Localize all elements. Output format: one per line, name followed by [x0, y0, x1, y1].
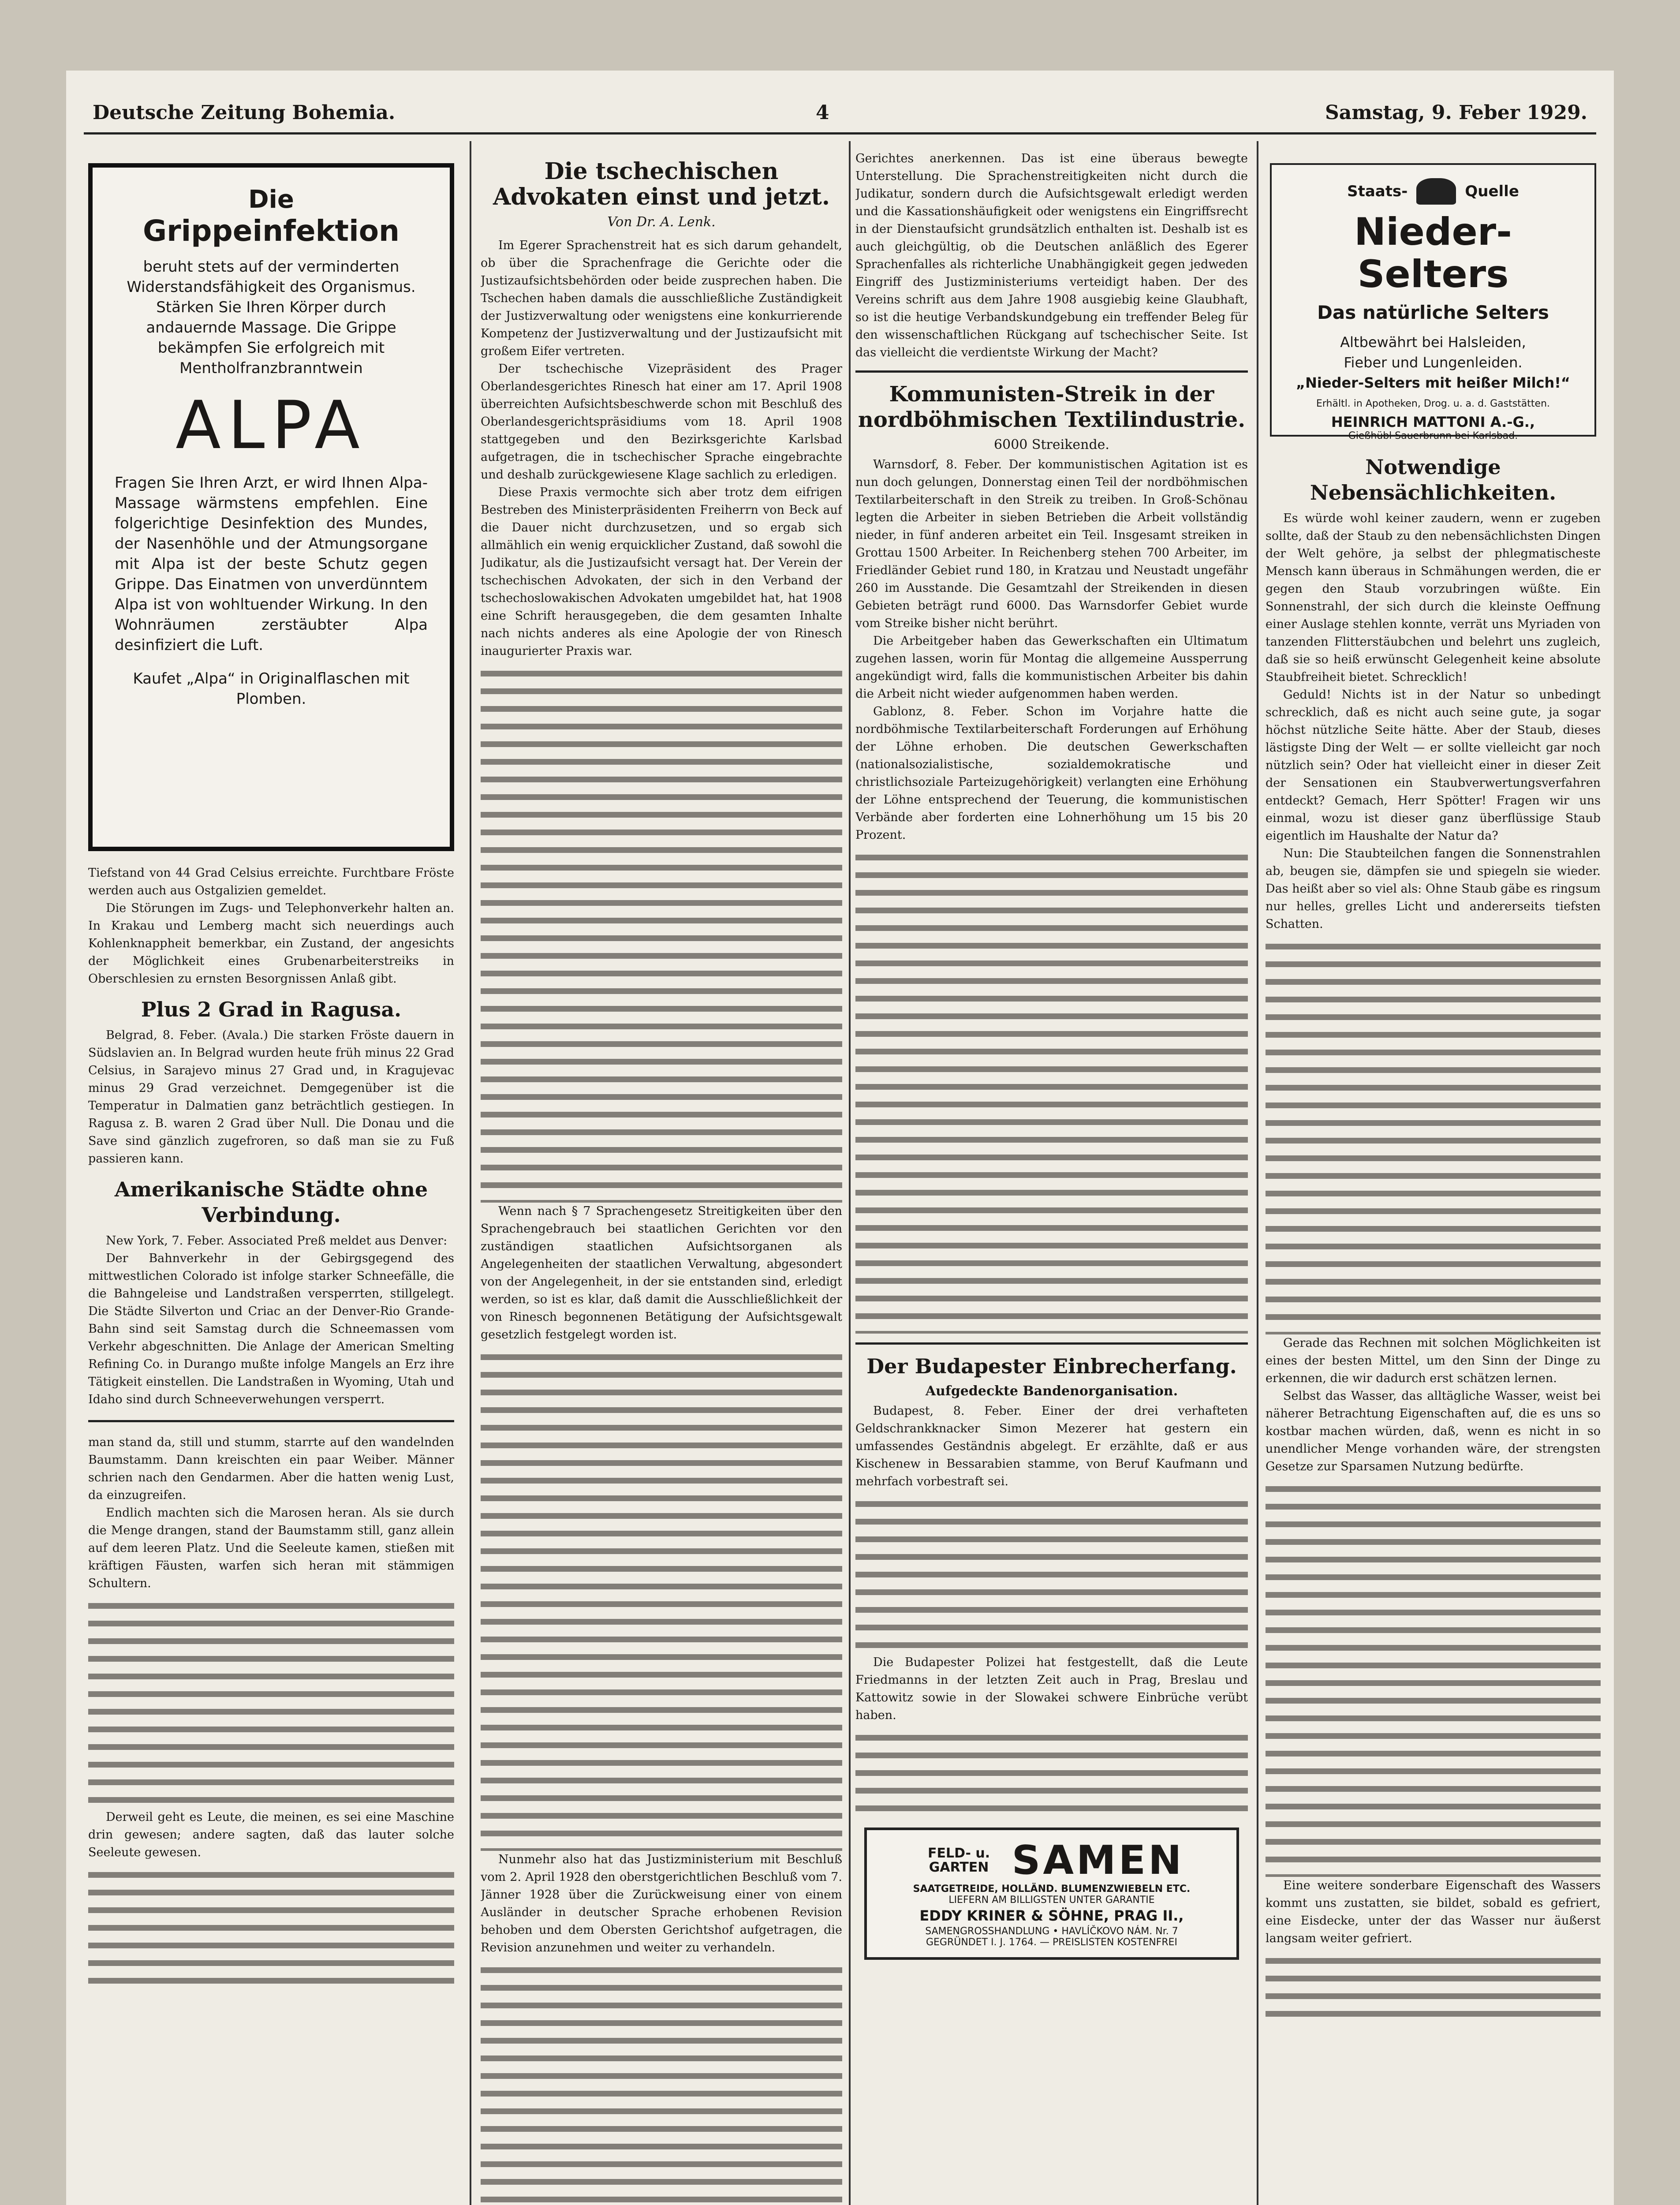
- trivialities-paragraph-6: Eine weitere sonderbare Eigenschaft des Wassers kommt uns zustatten, sie bildet, sobald es gefriert, eine Eisdecke, unter der das Wasser nur äußerst langsam weiter gefriert.: [1266, 1879, 1601, 1945]
- ad-line-die: Die: [248, 185, 294, 214]
- eagle-emblem-icon: [1416, 178, 1456, 205]
- newspaper-page: [66, 71, 1614, 2205]
- col1-separator: [88, 1420, 454, 1422]
- headline-advocates: Die tschechischen Advokaten einst und jetzt.: [493, 158, 830, 210]
- column-2: [481, 146, 842, 2205]
- advocates-paragraph-2: Der tschechische Vizepräsident des Prager Oberlandesgerichtes Rinesch hat einer am 17. April 1908 überreichten Aufsichtsbeschwerde schon mit Beschluß des Oberlandesgerichtspräsidiums vom 18. April 1908 stattgegeben und den Bezirksgerichte Karlsbad aufgetragen, die in tschechischer Sprache eingebrachte und deshalb zurückgewiesene Klage sachlich zu erledigen.: [481, 362, 842, 482]
- headline-budapest-burglars: Der Budapester Einbrecherfang.: [866, 1354, 1237, 1378]
- samen-ad-top-left: FELD- u. GARTEN: [927, 1845, 990, 1875]
- textile-strike-subhead: 6000 Streikende.: [994, 437, 1109, 452]
- column-divider-1: [470, 141, 471, 2205]
- page-number: 4: [816, 101, 829, 124]
- selters-tagline: Das natürliche Selters: [1317, 302, 1549, 323]
- samen-ad-line-1: SAATGETREIDE, HOLLÄND. BLUMENZWIEBELN ETC.: [913, 1884, 1191, 1895]
- budapest-illegible-text-2: [855, 1729, 1248, 1817]
- selters-top-right: Quelle: [1465, 183, 1519, 200]
- article-ragusa-text: Belgrad, 8. Feber. (Avala.) Die starken Fröste dauern in Südslavien an. In Belgrad wurden heute früh minus 22 Grad Celsius, in Sarajevo minus 27 Grad und, in Kragujevac minus 29 Grad verzeichnet. Demgegenüber ist die Temperatur in Dalmatien ganz beträchtlich gestiegen. In Ragusa z. B. waren 2 Grad über Null. Die Donau und die Save sind gänzlich zugefroren, so daß man sie zu Fuß passieren kann.: [88, 1028, 454, 1166]
- trivialities-paragraph-2: Geduld! Nichts ist in der Natur so unbedingt schrecklich, daß es nicht auch seine gute, ja sogar höchst nützliche Seite hätte. Aber der Staub, dieses lästigste Ding der Welt — er sollte vielleicht gar noch nützlich sein? Oder hat vielleicht einer in dieser Zeit der Sensationen ein Staubverwertungsverfahren entdeckt? Gemach, Herr Spötter! Fragen wir uns einmal, wozu ist dieser ganz überflüssige Staub eigentlich im Haushalte der Natur da?: [1266, 688, 1601, 843]
- header-rule: [84, 132, 1596, 135]
- col1-intro: Tiefstand von 44 Grad Celsius erreichte. Furchtbare Fröste werden auch aus Ostgalizien gemeldet.: [88, 866, 454, 897]
- samen-ad-line-2: LIEFERN AM BILLIGSTEN UNTER GARANTIE: [948, 1895, 1155, 1906]
- alpa-advertisement: [88, 163, 454, 851]
- advocates-paragraph-3: Diese Praxis vermochte sich aber trotz dem eifrigen Bestreben des Ministerpräsidenten Freiherrn von Beck auf die Dauer nicht durchzusetzen, und so ergab sich allmählich ein wenig erquicklicher Zustand, daß sowohl die Judikatur, als die Justizaufsicht versagt hat. Der Verein der tschechischen Advokaten, der sich in den Verband der tschechoslowakischen Advokaten umgebildet hat, hat 1908 eine Schrift herausgegeben, die dem gesamten Inhalte nach nichts anderes als eine Apologie der von Rinesch inaugurierter Praxis war.: [481, 486, 842, 658]
- selters-line-4: Erhältl. in Apotheken, Drog. u. a. d. Gaststätten.: [1316, 398, 1550, 409]
- col1-illegible-text-2: [88, 1866, 454, 1989]
- column-3: [855, 146, 1248, 2205]
- selters-line-2: Fieber und Lungenleiden.: [1344, 354, 1523, 371]
- newspaper-name: Deutsche Zeitung Bohemia.: [93, 101, 396, 124]
- textile-strike-paragraph-3: Gablonz, 8. Feber. Schon im Vorjahre hatte die nordböhmische Textilarbeiterschaft Forderungen auf Erhöhung der Löhne erhoben. Die deutschen Gewerkschaften (nationalsozialistische, sozialdemokratische und christlichsoziale Parteizugehörigkeit) verlangten eine Erhöhung der Löhne entsprechend der Teuerung, die kommunistischen Verbände aber forderten eine Lohnerhöhung um 15 bis 20 Prozent.: [855, 705, 1248, 842]
- headline-textile-strike: Kommunisten-Streik in der nordböhmischen Textilindustrie.: [858, 382, 1246, 432]
- selters-brand: Nieder-Selters: [1354, 210, 1512, 296]
- ad-closing: Kaufet „Alpa“ in Originalflaschen mit Plomben.: [133, 670, 410, 708]
- headline-necessary-trivialities: Notwendige Nebensächlichkeiten.: [1310, 455, 1557, 505]
- advocates-illegible-text-2: [481, 1348, 842, 1851]
- ad-body-1: beruht stets auf der verminderten Widerstandsfähigkeit des Organismus. Stärken Sie Ihren Körper durch andauernde Massage. Die Grippe bekämpfen Sie erfolgreich mit Mentholfranzbranntwein: [127, 258, 416, 377]
- advocates-byline: Von Dr. A. Lenk.: [607, 214, 716, 230]
- selters-line-3: „Nieder-Selters mit heißer Milch!“: [1296, 374, 1570, 391]
- samen-advertisement: [864, 1828, 1239, 1960]
- selters-top: [1281, 178, 1586, 205]
- col3-continuation: Gerichtes anerkennen. Das ist eine überaus bewegte Unterstellung. Die Sprachenstreitigkeiten nicht durch die Judikatur, sondern durch die Aufsichtsgewalt erledigt werden und die Kassationshäufigkeit oder wenigstens ein Eingriffsrecht in der Dienstaufsicht grundsätzlich enthalten ist. Deshalb ist es auch gleichgültig, ob die Deutschen anläßlich des Egerer Sprachenfalles als richterliche Unabhängigkeit gegen jedweden Eingriff des Justizministeriums verteidigt haben. Der des Vereins schrift aus dem Jahre 1908 ausgiebig keine Glaubhaft, so ist die heutige Verbandskundgebung ein treffender Beleg für den wissenschaftlichen Rückgang auf tschechischer Seite. Ist das vielleicht die verdientste Wirkung der Macht?: [855, 152, 1248, 359]
- budapest-burglars-subhead: Aufgedeckte Bandenorganisation.: [925, 1383, 1178, 1399]
- col1-lower-text: man stand da, still und stumm, starrte auf den wandelnden Baumstamm. Dann kreischten ein paar Weiber. Männer schrien nach den Gendarmen. Aber die hatten wenig Lust, da einzugreifen.: [88, 1435, 454, 1502]
- article-american-cities-text: Der Bahnverkehr in der Gebirgsgegend des mittwestlichen Colorado ist infolge starker Schneefälle, die die Bahngeleise und Landstraßen versperrten, stillgelegt. Die Städte Silverton und Criac an der Denver-Rio Grande-Bahn sind seit Samstag durch die Schneemassen vom Verkehr abgeschnitten. Die Anlage der American Smelting Refining Co. in Durango mußte infolge Mangels an Erz ihre Tätigkeit einstellen. Die Landstraßen in Wyoming, Utah und Idaho sind durch Schneeverwehungen versperrt.: [88, 1252, 454, 1406]
- advocates-paragraph-1: Im Egerer Sprachenstreit hat es sich darum gehandelt, ob über die Sprachenfrage die Gerichte oder die Justizaufsichtsbehörden oder beide zusprechen haben. Die Tschechen haben damals die ausschließliche Zuständigkeit der Justizverwaltung oder wenigstens eine konkurrierende Kompetenz der Justizverwaltung und der Justizaufsicht mit großem Eifer vertreten.: [481, 239, 842, 358]
- col1-lower-text-3: Derweil geht es Leute, die meinen, es sei eine Maschine drin gewesen; andere sagten, daß das lauter solche Seeleute gewesen.: [88, 1810, 454, 1859]
- advocates-paragraph-4: Wenn nach § 7 Sprachengesetz Streitigkeiten über den Sprachengebrauch bei staatlichen Gerichten vor den zuständigen staatlichen Aufsichtsorganen als Angelegenheiten der staatlichen Verwaltung, abgesondert von der Angelegenheit, in der sie entstanden sind, erledigt werden, so ist es klar, daß damit die Ausschließlichkeit der von Rinesch begonnenen Betätigung der Aufsichtsgewalt gesetzlich festgelegt worden ist.: [481, 1204, 842, 1342]
- col1-illegible-text: [88, 1597, 454, 1809]
- selters-line-1: Altbewährt bei Halsleiden,: [1340, 334, 1526, 351]
- ad-body-2: Fragen Sie Ihren Arzt, er wird Ihnen Alpa-Massage wärmstens empfehlen. Eine folgerichtige Desinfektion des Mundes, der Nasenhöhle und der Atmungsorgane mit Alpa ist der beste Schutz gegen Grippe. Das Einatmen von unverdünntem Alpa ist von wohltuender Wirkung. In den Wohnräumen zerstäubter Alpa desinfiziert die Luft.: [115, 474, 428, 654]
- article-american-cities-intro: New York, 7. Feber. Associated Preß meldet aus Denver:: [106, 1234, 448, 1248]
- budapest-illegible-text: [855, 1495, 1248, 1654]
- trivialities-illegible-text-2: [1266, 1480, 1601, 1877]
- advocates-illegible-text-3: [481, 1961, 842, 2205]
- samen-ad-line-4: GEGRÜNDET I. J. 1764. — PREISLISTEN KOSTENFREI: [926, 1937, 1178, 1948]
- selters-top-left: Staats-: [1347, 183, 1408, 200]
- nieder-selters-advertisement: [1270, 163, 1596, 441]
- col1-news: [79, 864, 463, 1989]
- column-divider-3: [1257, 141, 1258, 2205]
- textile-strike-illegible-text: [855, 848, 1248, 1334]
- selters-line-5: Gießhübl Sauerbrunn bei Karlsbad.: [1348, 430, 1518, 441]
- page-header: [93, 101, 1587, 132]
- advocates-illegible-text: [481, 665, 842, 1203]
- budapest-paragraph-1: Budapest, 8. Feber. Einer der drei verhafteten Geldschrankknacker Simon Mezerer hat gestern ein umfassendes Geständnis abgelegt. Er erzählte, daß er aus Kischenew in Bessarabien stamme, von Beruf Kaufmann und mehrfach vorbestraft sei.: [855, 1404, 1248, 1488]
- col3-separator-2: [855, 1342, 1248, 1345]
- textile-strike-paragraph-1: Warnsdorf, 8. Feber. Der kommunistischen Agitation ist es nun doch gelungen, Donnerstag einen Teil der nordböhmischen Textilarbeiterschaft in den Streik zu treiben. In Groß-Schönau legten die Arbeiter in sieben Betrieben die Arbeit vollständig nieder, in fünf anderen arbeitet ein Teil. Insgesamt streiken in Grottau 1500 Arbeiter. In Reichenberg stehen 700 Arbeiter, im Friedländer Gebiet rund 180, in Kratzau und Neustadt ungefähr 260 im Ausstande. Die Gesamtzahl der Streikenden in diesen Gebieten beträgt rund 6000. Das Warnsdorfer Gebiet wurde vom Streike bisher nicht berührt.: [855, 458, 1248, 630]
- col3-separator-1: [855, 370, 1248, 373]
- samen-ad-company: EDDY KRINER & SÖHNE, PRAG II.,: [919, 1907, 1184, 1924]
- trivialities-illegible-text-3: [1266, 1952, 1601, 2022]
- issue-date: Samstag, 9. Feber 1929.: [1325, 101, 1587, 124]
- advocates-paragraph-5: Nunmehr also hat das Justizministerium mit Beschluß vom 2. April 1928 den oberstgerichtlichen Beschluß vom 7. Jänner 1928 über die Zurückweisung einer von einem Ausländer in deutscher Sprache erhobenen Revision behoben und dem Obersten Gerichtshof aufgetragen, die Revision anzunehmen und weiter zu verhandeln.: [481, 1853, 842, 1955]
- ad-line-grippeinfektion: Grippeinfektion: [142, 214, 400, 248]
- samen-ad-line-3: SAMENGROSSHANDLUNG • HAVLÍČKOVO NÁM. Nr. 7: [925, 1926, 1178, 1937]
- column-1: [79, 146, 463, 2205]
- column-divider-2: [849, 141, 851, 2205]
- headline-ragusa: Plus 2 Grad in Ragusa.: [141, 998, 402, 1021]
- col1-lower-text-2: Endlich machten sich die Marosen heran. Als sie durch die Menge drangen, stand der Baumstamm still, ganz allein auf dem leeren Platz. Und die Seeleute kamen, stießen mit kräftigen Fäusten, warfen sich heran mit stämmigen Schultern.: [88, 1506, 454, 1590]
- budapest-paragraph-2: Die Budapester Polizei hat festgestellt, daß die Leute Friedmanns in der letzten Zeit auch in Prag, Breslau und Kattowitz sowie in der Slowakei schwere Einbrüche verübt haben.: [855, 1656, 1248, 1722]
- textile-strike-paragraph-2: Die Arbeitgeber haben das Gewerkschaften ein Ultimatum zugehen lassen, worin für Montag die allgemeine Aussperrung angekündigt wird, falls die kommunistischen Arbeiter bis dahin die Arbeit nicht wieder aufgenommen haben werden.: [855, 634, 1248, 701]
- trivialities-paragraph-5: Selbst das Wasser, das alltägliche Wasser, weist bei näherer Betrachtung Eigenschaften auf, die es uns so kostbar machen würden, daß, wenn es nicht in so unendlicher Menge vorhanden wäre, der strengsten Gesetze zur Sparsamen Nutzung bedürfte.: [1266, 1389, 1601, 1473]
- samen-ad-brand: SAMEN: [1012, 1837, 1184, 1884]
- trivialities-illegible-text: [1266, 938, 1601, 1334]
- ad-brand-alpa: ALPA: [175, 387, 367, 464]
- trivialities-paragraph-1: Es würde wohl keiner zaudern, wenn er zugeben sollte, daß der Staub zu den nebensächlichsten Dingen der Welt gehöre, ja selbst der phlegmatischeste Mensch kann überaus in Schmähungen werden, die er gegen den Staub vorzubringen wüßte. Ein Sonnenstrahl, der sich durch die kleinste Oeffnung einer Auslage stehlen konnte, verrät uns Myriaden von tanzenden Flitterstäubchen und belehrt uns zugleich, daß sie so heiß erwünscht Gelegenheit keine absolute Staubfreiheit bietet. Schrecklich!: [1266, 512, 1601, 684]
- selters-company: HEINRICH MATTONI A.-G.,: [1331, 414, 1535, 430]
- samen-ad-header: [876, 1837, 1228, 1884]
- column-4: [1266, 146, 1601, 2205]
- trivialities-paragraph-3: Nun: Die Staubteilchen fangen die Sonnenstrahlen ab, beugen sie, dämpfen sie und spiegeln sie wieder. Das heißt aber so viel als: Ohne Staub gäbe es ringsum nur helles, grelles Licht und andererseits tiefsten Schatten.: [1266, 847, 1601, 931]
- trivialities-paragraph-4: Gerade das Rechnen mit solchen Möglichkeiten ist eines der besten Mittel, um den Sinn der Dinge zu erkennen, die wir dadurch erst schätzen lernen.: [1266, 1336, 1601, 1385]
- headline-american-cities: Amerikanische Städte ohne Verbindung.: [114, 1177, 428, 1227]
- col1-intro-2: Die Störungen im Zugs- und Telephonverkehr halten an. In Krakau und Lemberg macht sich neuerdings auch Kohlenknappheit bemerkbar, ein Zustand, der angesichts der Möglichkeit eines Grubenarbeiterstreiks in Oberschlesien zu ernsten Besorgnissen Anlaß gibt.: [88, 901, 454, 986]
